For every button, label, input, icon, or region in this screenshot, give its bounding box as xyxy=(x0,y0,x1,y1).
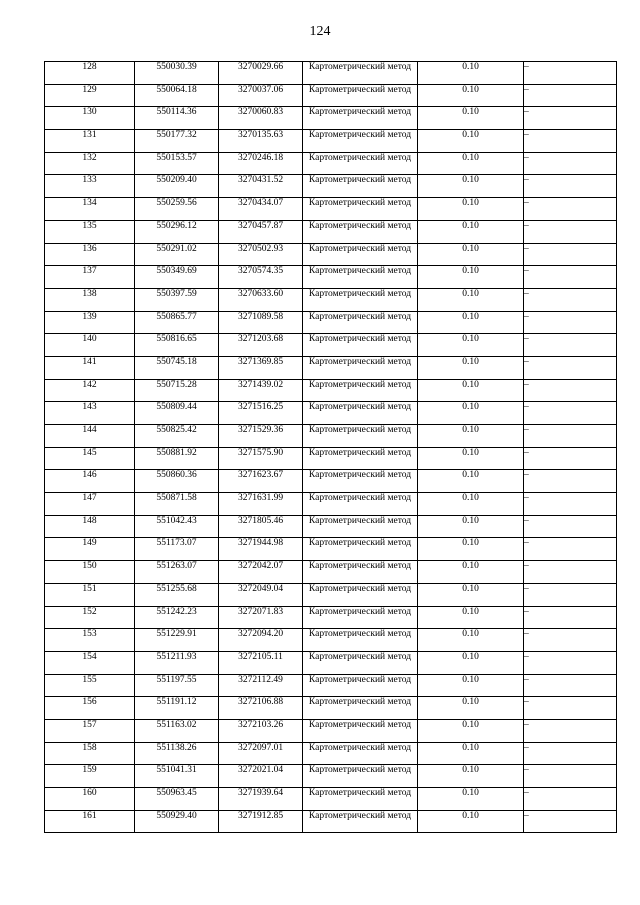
method-cell: Картометрический метод xyxy=(303,198,418,221)
table-row xyxy=(45,583,617,606)
x-coordinate-cell: 550963.45 xyxy=(135,788,219,811)
table-row xyxy=(45,198,617,221)
point-number-cell: 152 xyxy=(45,606,135,629)
method-cell: Картометрический метод xyxy=(303,152,418,175)
method-cell: Картометрический метод xyxy=(303,266,418,289)
table-row xyxy=(45,629,617,652)
point-number-cell: 132 xyxy=(45,152,135,175)
x-coordinate-cell: 550153.57 xyxy=(135,152,219,175)
x-coordinate-cell: 550745.18 xyxy=(135,356,219,379)
x-coordinate-cell: 550064.18 xyxy=(135,84,219,107)
table-row xyxy=(45,62,617,85)
note-cell: – xyxy=(524,606,617,629)
y-coordinate-cell: 3270135.63 xyxy=(219,130,303,153)
y-coordinate-cell: 3272071.83 xyxy=(219,606,303,629)
method-cell: Картометрический метод xyxy=(303,425,418,448)
table-row xyxy=(45,379,617,402)
table-row xyxy=(45,719,617,742)
note-cell: – xyxy=(524,402,617,425)
y-coordinate-cell: 3271575.90 xyxy=(219,447,303,470)
table-row xyxy=(45,288,617,311)
point-number-cell: 154 xyxy=(45,651,135,674)
accuracy-cell: 0.10 xyxy=(418,674,524,697)
accuracy-cell: 0.10 xyxy=(418,470,524,493)
accuracy-cell: 0.10 xyxy=(418,152,524,175)
point-number-cell: 130 xyxy=(45,107,135,130)
y-coordinate-cell: 3270246.18 xyxy=(219,152,303,175)
accuracy-cell: 0.10 xyxy=(418,651,524,674)
method-cell: Картометрический метод xyxy=(303,742,418,765)
table-row xyxy=(45,334,617,357)
x-coordinate-cell: 551173.07 xyxy=(135,538,219,561)
point-number-cell: 144 xyxy=(45,425,135,448)
accuracy-cell: 0.10 xyxy=(418,515,524,538)
note-cell: – xyxy=(524,198,617,221)
accuracy-cell: 0.10 xyxy=(418,606,524,629)
table-row xyxy=(45,243,617,266)
y-coordinate-cell: 3271516.25 xyxy=(219,402,303,425)
y-coordinate-cell: 3271939.64 xyxy=(219,788,303,811)
accuracy-cell: 0.10 xyxy=(418,175,524,198)
y-coordinate-cell: 3272097.01 xyxy=(219,742,303,765)
method-cell: Картометрический метод xyxy=(303,470,418,493)
method-cell: Картометрический метод xyxy=(303,515,418,538)
x-coordinate-cell: 550030.39 xyxy=(135,62,219,85)
point-number-cell: 158 xyxy=(45,742,135,765)
x-coordinate-cell: 550825.42 xyxy=(135,425,219,448)
x-coordinate-cell: 550881.92 xyxy=(135,447,219,470)
note-cell: – xyxy=(524,697,617,720)
point-number-cell: 146 xyxy=(45,470,135,493)
accuracy-cell: 0.10 xyxy=(418,356,524,379)
x-coordinate-cell: 551138.26 xyxy=(135,742,219,765)
point-number-cell: 131 xyxy=(45,130,135,153)
y-coordinate-cell: 3272042.07 xyxy=(219,561,303,584)
y-coordinate-cell: 3272105.11 xyxy=(219,651,303,674)
x-coordinate-cell: 551191.12 xyxy=(135,697,219,720)
table-row xyxy=(45,107,617,130)
table-row xyxy=(45,697,617,720)
accuracy-cell: 0.10 xyxy=(418,719,524,742)
accuracy-cell: 0.10 xyxy=(418,266,524,289)
note-cell: – xyxy=(524,356,617,379)
point-number-cell: 136 xyxy=(45,243,135,266)
y-coordinate-cell: 3272021.04 xyxy=(219,765,303,788)
x-coordinate-cell: 551163.02 xyxy=(135,719,219,742)
y-coordinate-cell: 3272094.20 xyxy=(219,629,303,652)
accuracy-cell: 0.10 xyxy=(418,107,524,130)
point-number-cell: 143 xyxy=(45,402,135,425)
accuracy-cell: 0.10 xyxy=(418,561,524,584)
y-coordinate-cell: 3271623.67 xyxy=(219,470,303,493)
point-number-cell: 160 xyxy=(45,788,135,811)
x-coordinate-cell: 551255.68 xyxy=(135,583,219,606)
note-cell: – xyxy=(524,742,617,765)
note-cell: – xyxy=(524,719,617,742)
point-number-cell: 156 xyxy=(45,697,135,720)
method-cell: Картометрический метод xyxy=(303,311,418,334)
x-coordinate-cell: 551229.91 xyxy=(135,629,219,652)
point-number-cell: 142 xyxy=(45,379,135,402)
y-coordinate-cell: 3271203.68 xyxy=(219,334,303,357)
point-number-cell: 147 xyxy=(45,493,135,516)
point-number-cell: 140 xyxy=(45,334,135,357)
point-number-cell: 151 xyxy=(45,583,135,606)
method-cell: Картометрический метод xyxy=(303,243,418,266)
accuracy-cell: 0.10 xyxy=(418,402,524,425)
table-row xyxy=(45,356,617,379)
note-cell: – xyxy=(524,243,617,266)
method-cell: Картометрический метод xyxy=(303,765,418,788)
x-coordinate-cell: 550114.36 xyxy=(135,107,219,130)
note-cell: – xyxy=(524,515,617,538)
coordinates-table xyxy=(44,61,617,833)
note-cell: – xyxy=(524,674,617,697)
point-number-cell: 141 xyxy=(45,356,135,379)
method-cell: Картометрический метод xyxy=(303,583,418,606)
method-cell: Картометрический метод xyxy=(303,175,418,198)
y-coordinate-cell: 3272106.88 xyxy=(219,697,303,720)
accuracy-cell: 0.10 xyxy=(418,425,524,448)
table-row xyxy=(45,220,617,243)
y-coordinate-cell: 3271369.85 xyxy=(219,356,303,379)
point-number-cell: 148 xyxy=(45,515,135,538)
y-coordinate-cell: 3271089.58 xyxy=(219,311,303,334)
y-coordinate-cell: 3271631.99 xyxy=(219,493,303,516)
note-cell: – xyxy=(524,152,617,175)
table-row xyxy=(45,84,617,107)
method-cell: Картометрический метод xyxy=(303,107,418,130)
table-row xyxy=(45,402,617,425)
table-row xyxy=(45,561,617,584)
y-coordinate-cell: 3271529.36 xyxy=(219,425,303,448)
method-cell: Картометрический метод xyxy=(303,220,418,243)
point-number-cell: 150 xyxy=(45,561,135,584)
x-coordinate-cell: 550865.77 xyxy=(135,311,219,334)
table-row xyxy=(45,266,617,289)
table-row xyxy=(45,765,617,788)
accuracy-cell: 0.10 xyxy=(418,84,524,107)
y-coordinate-cell: 3270037.06 xyxy=(219,84,303,107)
note-cell: – xyxy=(524,130,617,153)
accuracy-cell: 0.10 xyxy=(418,62,524,85)
note-cell: – xyxy=(524,788,617,811)
method-cell: Картометрический метод xyxy=(303,810,418,833)
note-cell: – xyxy=(524,107,617,130)
note-cell: – xyxy=(524,538,617,561)
note-cell: – xyxy=(524,311,617,334)
x-coordinate-cell: 550816.65 xyxy=(135,334,219,357)
accuracy-cell: 0.10 xyxy=(418,583,524,606)
method-cell: Картометрический метод xyxy=(303,84,418,107)
method-cell: Картометрический метод xyxy=(303,651,418,674)
note-cell: – xyxy=(524,84,617,107)
point-number-cell: 134 xyxy=(45,198,135,221)
point-number-cell: 161 xyxy=(45,810,135,833)
accuracy-cell: 0.10 xyxy=(418,311,524,334)
x-coordinate-cell: 550296.12 xyxy=(135,220,219,243)
table-row xyxy=(45,311,617,334)
y-coordinate-cell: 3270502.93 xyxy=(219,243,303,266)
table-row xyxy=(45,538,617,561)
method-cell: Картометрический метод xyxy=(303,538,418,561)
point-number-cell: 128 xyxy=(45,62,135,85)
method-cell: Картометрический метод xyxy=(303,447,418,470)
point-number-cell: 135 xyxy=(45,220,135,243)
accuracy-cell: 0.10 xyxy=(418,130,524,153)
x-coordinate-cell: 551211.93 xyxy=(135,651,219,674)
table-row xyxy=(45,470,617,493)
x-coordinate-cell: 550715.28 xyxy=(135,379,219,402)
x-coordinate-cell: 550209.40 xyxy=(135,175,219,198)
note-cell: – xyxy=(524,561,617,584)
point-number-cell: 157 xyxy=(45,719,135,742)
method-cell: Картометрический метод xyxy=(303,379,418,402)
method-cell: Картометрический метод xyxy=(303,719,418,742)
x-coordinate-cell: 550291.02 xyxy=(135,243,219,266)
accuracy-cell: 0.10 xyxy=(418,334,524,357)
x-coordinate-cell: 550929.40 xyxy=(135,810,219,833)
method-cell: Картометрический метод xyxy=(303,606,418,629)
method-cell: Картометрический метод xyxy=(303,356,418,379)
y-coordinate-cell: 3271912.85 xyxy=(219,810,303,833)
y-coordinate-cell: 3270574.35 xyxy=(219,266,303,289)
method-cell: Картометрический метод xyxy=(303,697,418,720)
x-coordinate-cell: 551242.23 xyxy=(135,606,219,629)
y-coordinate-cell: 3270434.07 xyxy=(219,198,303,221)
x-coordinate-cell: 551042.43 xyxy=(135,515,219,538)
table-row xyxy=(45,130,617,153)
y-coordinate-cell: 3271439.02 xyxy=(219,379,303,402)
note-cell: – xyxy=(524,266,617,289)
table-row xyxy=(45,152,617,175)
table-row xyxy=(45,606,617,629)
x-coordinate-cell: 551197.55 xyxy=(135,674,219,697)
x-coordinate-cell: 551263.07 xyxy=(135,561,219,584)
note-cell: – xyxy=(524,493,617,516)
note-cell: – xyxy=(524,629,617,652)
accuracy-cell: 0.10 xyxy=(418,538,524,561)
note-cell: – xyxy=(524,288,617,311)
note-cell: – xyxy=(524,447,617,470)
note-cell: – xyxy=(524,334,617,357)
accuracy-cell: 0.10 xyxy=(418,697,524,720)
note-cell: – xyxy=(524,470,617,493)
accuracy-cell: 0.10 xyxy=(418,742,524,765)
method-cell: Картометрический метод xyxy=(303,493,418,516)
point-number-cell: 145 xyxy=(45,447,135,470)
y-coordinate-cell: 3270029.66 xyxy=(219,62,303,85)
y-coordinate-cell: 3272112.49 xyxy=(219,674,303,697)
accuracy-cell: 0.10 xyxy=(418,198,524,221)
note-cell: – xyxy=(524,175,617,198)
point-number-cell: 153 xyxy=(45,629,135,652)
table-row xyxy=(45,810,617,833)
table-row xyxy=(45,175,617,198)
method-cell: Картометрический метод xyxy=(303,674,418,697)
point-number-cell: 155 xyxy=(45,674,135,697)
x-coordinate-cell: 550177.32 xyxy=(135,130,219,153)
table-row xyxy=(45,674,617,697)
x-coordinate-cell: 550860.36 xyxy=(135,470,219,493)
page-number: 124 xyxy=(309,24,331,39)
note-cell: – xyxy=(524,810,617,833)
x-coordinate-cell: 550397.59 xyxy=(135,288,219,311)
accuracy-cell: 0.10 xyxy=(418,243,524,266)
accuracy-cell: 0.10 xyxy=(418,788,524,811)
point-number-cell: 129 xyxy=(45,84,135,107)
accuracy-cell: 0.10 xyxy=(418,629,524,652)
point-number-cell: 133 xyxy=(45,175,135,198)
table-row xyxy=(45,742,617,765)
table-row xyxy=(45,493,617,516)
accuracy-cell: 0.10 xyxy=(418,765,524,788)
accuracy-cell: 0.10 xyxy=(418,810,524,833)
table-row xyxy=(45,515,617,538)
x-coordinate-cell: 550871.58 xyxy=(135,493,219,516)
y-coordinate-cell: 3270431.52 xyxy=(219,175,303,198)
y-coordinate-cell: 3271944.98 xyxy=(219,538,303,561)
accuracy-cell: 0.10 xyxy=(418,379,524,402)
y-coordinate-cell: 3270060.83 xyxy=(219,107,303,130)
accuracy-cell: 0.10 xyxy=(418,220,524,243)
x-coordinate-cell: 550809.44 xyxy=(135,402,219,425)
y-coordinate-cell: 3272049.04 xyxy=(219,583,303,606)
point-number-cell: 139 xyxy=(45,311,135,334)
method-cell: Картометрический метод xyxy=(303,334,418,357)
y-coordinate-cell: 3270457.87 xyxy=(219,220,303,243)
table-row xyxy=(45,425,617,448)
note-cell: – xyxy=(524,220,617,243)
method-cell: Картометрический метод xyxy=(303,561,418,584)
table-row xyxy=(45,447,617,470)
note-cell: – xyxy=(524,583,617,606)
accuracy-cell: 0.10 xyxy=(418,447,524,470)
coordinates-table-body xyxy=(45,62,617,833)
table-row xyxy=(45,788,617,811)
method-cell: Картометрический метод xyxy=(303,629,418,652)
point-number-cell: 138 xyxy=(45,288,135,311)
method-cell: Картометрический метод xyxy=(303,62,418,85)
note-cell: – xyxy=(524,379,617,402)
y-coordinate-cell: 3270633.60 xyxy=(219,288,303,311)
table-row xyxy=(45,651,617,674)
note-cell: – xyxy=(524,765,617,788)
accuracy-cell: 0.10 xyxy=(418,493,524,516)
y-coordinate-cell: 3272103.26 xyxy=(219,719,303,742)
method-cell: Картометрический метод xyxy=(303,288,418,311)
point-number-cell: 159 xyxy=(45,765,135,788)
note-cell: – xyxy=(524,62,617,85)
point-number-cell: 137 xyxy=(45,266,135,289)
method-cell: Картометрический метод xyxy=(303,402,418,425)
point-number-cell: 149 xyxy=(45,538,135,561)
method-cell: Картометрический метод xyxy=(303,788,418,811)
x-coordinate-cell: 550349.69 xyxy=(135,266,219,289)
x-coordinate-cell: 551041.31 xyxy=(135,765,219,788)
accuracy-cell: 0.10 xyxy=(418,288,524,311)
method-cell: Картометрический метод xyxy=(303,130,418,153)
note-cell: – xyxy=(524,651,617,674)
y-coordinate-cell: 3271805.46 xyxy=(219,515,303,538)
x-coordinate-cell: 550259.56 xyxy=(135,198,219,221)
note-cell: – xyxy=(524,425,617,448)
